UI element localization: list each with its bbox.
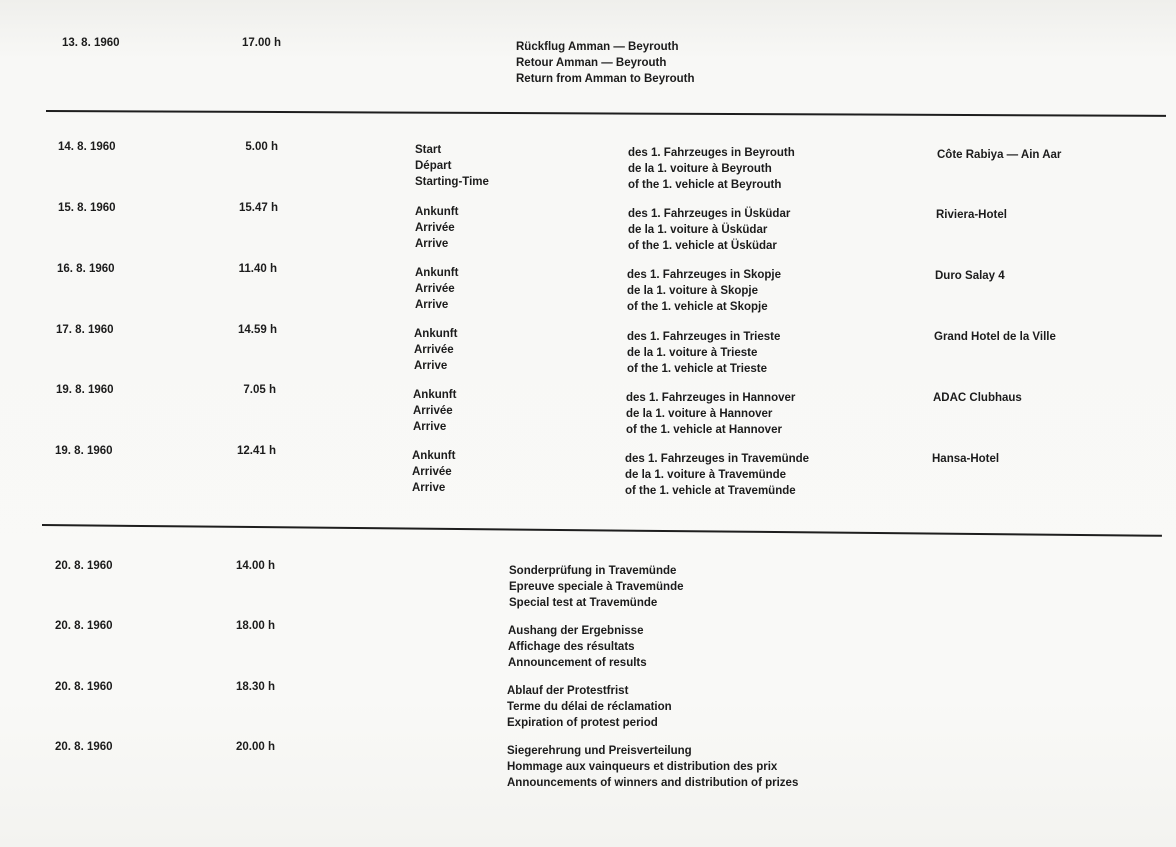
event-date: 20. 8. 1960 [55, 560, 113, 572]
event-description: Siegerehrung und Preisverteilung Hommage aux vainqueurs et distribution des prix Announcements of winners and distribution of prizes [507, 745, 799, 789]
event-description: Aushang der Ergebnisse Affichage des résultats Announcement of results [508, 625, 647, 669]
stage-description: des 1. Fahrzeuges in Üsküdar de la 1. voiture à Üsküdar of the 1. vehicle at Üsküdar [628, 208, 791, 252]
stage-description: des 1. Fahrzeuges in Skopje de la 1. voiture à Skopje of the 1. vehicle at Skopje [627, 269, 782, 313]
stage-time: 11.40 h [238, 263, 277, 275]
stage-description: des 1. Fahrzeuges in Beyrouth de la 1. voiture à Beyrouth of the 1. vehicle at Beyrouth [628, 147, 795, 191]
stage-labels: Ankunft Arrivée Arrive [415, 267, 459, 311]
stage-place: Côte Rabiya — Ain Aar [937, 149, 1062, 161]
stage-date: 14. 8. 1960 [58, 141, 116, 153]
stage-description: des 1. Fahrzeuges in Hannover de la 1. voiture à Hannover of the 1. vehicle at Hannover [626, 392, 796, 436]
stage-labels: Start Départ Starting-Time [415, 144, 489, 188]
event-description: Sonderprüfung in Travemünde Epreuve speciale à Travemünde Special test at Travemünde [509, 565, 684, 609]
divider-rule-top [46, 110, 1166, 117]
stage-date: 16. 8. 1960 [57, 263, 115, 275]
event-description: Ablauf der Protestfrist Terme du délai de réclamation Expiration of protest period [507, 685, 672, 729]
stage-place: Hansa-Hotel [932, 453, 1000, 465]
stage-date: 19. 8. 1960 [56, 384, 114, 396]
stage-date: 19. 8. 1960 [55, 445, 113, 457]
stage-place: Duro Salay 4 [935, 270, 1005, 282]
top-date: 13. 8. 1960 [62, 37, 120, 49]
stage-time: 14.59 h [238, 324, 277, 336]
stage-time: 15.47 h [239, 202, 278, 214]
stage-date: 17. 8. 1960 [56, 324, 114, 336]
stage-place: ADAC Clubhaus [933, 392, 1022, 404]
top-description: Rückflug Amman — Beyrouth Retour Amman — Beyrouth Return from Amman to Beyrouth [516, 41, 695, 85]
event-date: 20. 8. 1960 [55, 741, 113, 753]
event-time: 18.30 h [236, 681, 275, 693]
stage-place: Grand Hotel de la Ville [934, 331, 1056, 343]
event-time: 18.00 h [236, 620, 275, 632]
stage-place: Riviera-Hotel [936, 209, 1007, 221]
top-time: 17.00 h [242, 37, 281, 49]
stage-labels: Ankunft Arrivée Arrive [414, 328, 458, 372]
stage-description: des 1. Fahrzeuges in Travemünde de la 1. voiture à Travemünde of the 1. vehicle at Travemünde [625, 453, 810, 497]
stage-date: 15. 8. 1960 [58, 202, 116, 214]
stage-time: 7.05 h [243, 384, 276, 396]
event-date: 20. 8. 1960 [55, 620, 113, 632]
stage-description: des 1. Fahrzeuges in Trieste de la 1. voiture à Trieste of the 1. vehicle at Trieste [627, 331, 781, 375]
stage-time: 12.41 h [237, 445, 276, 457]
event-time: 20.00 h [236, 741, 275, 753]
divider-rule-bottom [42, 524, 1162, 537]
event-date: 20. 8. 1960 [55, 681, 113, 693]
stage-labels: Ankunft Arrivée Arrive [415, 206, 459, 250]
stage-labels: Ankunft Arrivée Arrive [413, 389, 457, 433]
event-time: 14.00 h [236, 560, 275, 572]
stage-labels: Ankunft Arrivée Arrive [412, 450, 456, 494]
stage-time: 5.00 h [245, 141, 278, 153]
